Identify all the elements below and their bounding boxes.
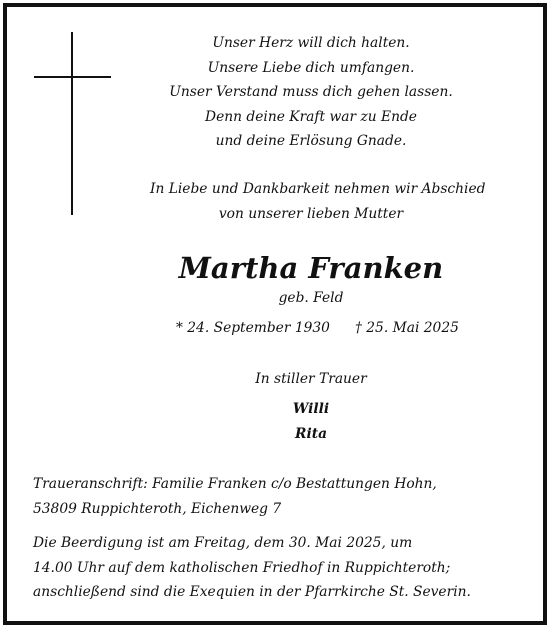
mourning-heading: In stiller Trauer (255, 371, 367, 387)
address-line: 53809 Ruppichteroth, Eichenweg 7 (33, 501, 282, 517)
verse-line: Unser Verstand muss dich gehen lassen. (169, 84, 453, 100)
verse-line: Unsere Liebe dich umfangen. (207, 59, 415, 76)
cross-vertical-bar (71, 32, 73, 215)
verse-line: Denn deine Kraft war zu Ende (205, 108, 417, 125)
funeral-line: 14.00 Uhr auf dem katholischen Friedhof in Ruppichteroth; (33, 559, 451, 576)
mourner-name: Rita (294, 426, 328, 442)
verse-block (150, 31, 472, 154)
verse-line: Unser Herz will dich halten. (212, 35, 410, 51)
address-line: Traueranschrift: Familie Franken c/o Bestattungen Hohn, (33, 476, 437, 492)
verse-line: und deine Erlösung Gnade. (215, 133, 407, 149)
mourner-name: Willi (292, 401, 330, 417)
funeral-line: anschließend sind die Exequien in der Pfarrkirche St. Severin. (33, 584, 471, 600)
death-date: † 25. Mai 2025 (355, 320, 459, 336)
farewell-block (150, 177, 486, 226)
mourners-list (150, 397, 472, 447)
deceased-name: Martha Franken (178, 251, 444, 285)
funeral-info-block (33, 531, 533, 605)
farewell-line: In Liebe und Dankbarkeit nehmen wir Abschied (150, 181, 486, 197)
address-block (33, 472, 533, 522)
funeral-line: Die Beerdigung ist am Freitag, dem 30. Mai 2025, um (33, 535, 413, 551)
birth-date: * 24. September 1930 (176, 320, 330, 336)
farewell-line: von unserer lieben Mutter (218, 205, 404, 222)
cross-horizontal-bar (34, 76, 111, 78)
maiden-name: geb. Feld (278, 290, 344, 306)
